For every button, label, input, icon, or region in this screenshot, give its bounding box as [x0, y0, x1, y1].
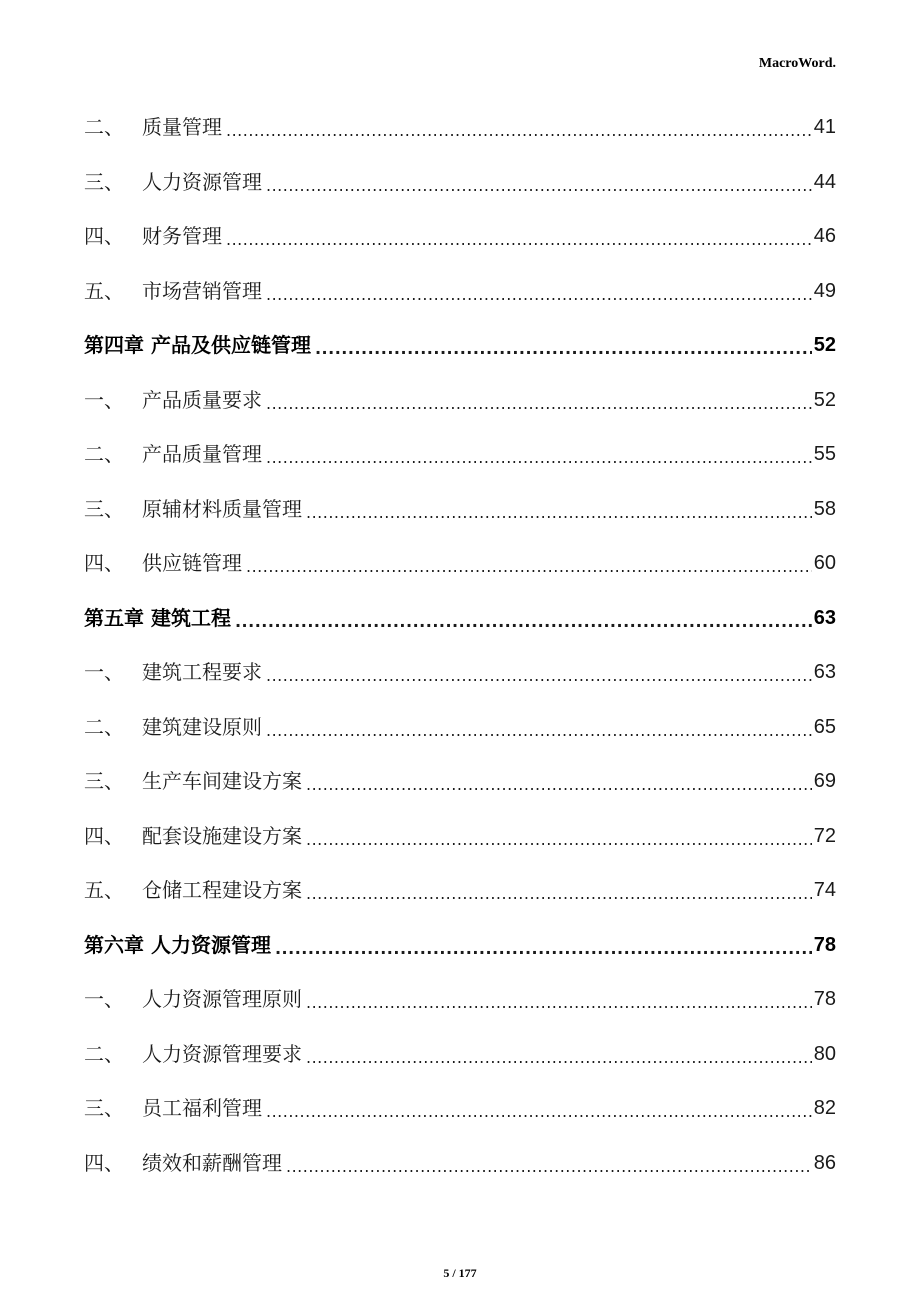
- toc-entry-number: 二、: [84, 714, 124, 739]
- toc-entry[interactable]: [84, 112, 836, 142]
- toc-dot-leader: [226, 112, 812, 142]
- toc-entry[interactable]: [84, 494, 836, 524]
- toc-entry-number: 二、: [84, 1041, 124, 1066]
- toc-dot-leader: [266, 1093, 812, 1123]
- toc-entry[interactable]: [84, 1093, 836, 1123]
- toc-entry[interactable]: [84, 221, 836, 251]
- toc-dot-leader: [306, 1039, 812, 1069]
- toc-entry-title: 生产车间建设方案: [142, 769, 302, 793]
- toc-dot-leader: [266, 385, 812, 415]
- toc-entry-page: 82: [813, 1097, 836, 1119]
- toc-dot-leader: [266, 439, 812, 469]
- toc-entry-number: 一、: [84, 387, 124, 412]
- toc-entry[interactable]: [84, 984, 836, 1014]
- toc-entry-title: 员工福利管理: [142, 1096, 262, 1120]
- toc-entry-number: 一、: [84, 660, 124, 684]
- toc-entry-page: 55: [813, 443, 836, 465]
- toc-entry-page: 80: [813, 1042, 836, 1065]
- toc-entry[interactable]: [84, 1039, 836, 1069]
- toc-dot-leader: [246, 548, 812, 578]
- toc-entry[interactable]: [84, 766, 836, 796]
- toc-chapter-entry[interactable]: [84, 930, 836, 960]
- toc-entry-title: 产品质量管理: [142, 442, 262, 466]
- toc-entry-title: 建筑建设原则: [142, 714, 262, 739]
- toc-entry[interactable]: [84, 657, 836, 687]
- toc-dot-leader: [315, 330, 812, 360]
- toc-entry-page: 60: [813, 552, 836, 574]
- toc-entry-number: 二、: [84, 115, 124, 139]
- toc-entry-title: 第五章 建筑工程: [84, 605, 231, 630]
- toc-entry-page: 72: [813, 824, 836, 847]
- toc-entry-number: 四、: [84, 1150, 124, 1175]
- toc-entry-page: 78: [813, 988, 836, 1010]
- toc-entry-page: 52: [813, 388, 836, 411]
- toc-entry-page: 52: [813, 334, 836, 356]
- toc-entry-title: 人力资源管理要求: [142, 1041, 302, 1066]
- toc-entry-page: 78: [813, 933, 836, 956]
- toc-entry-page: 49: [813, 279, 836, 302]
- toc-entry-page: 41: [813, 116, 836, 138]
- toc-entry[interactable]: [84, 439, 836, 469]
- toc-entry-title: 质量管理: [142, 115, 222, 139]
- toc-entry-number: 一、: [84, 987, 124, 1011]
- toc-entry-number: 四、: [84, 823, 124, 848]
- toc-dot-leader: [266, 712, 812, 742]
- toc-entry-title: 人力资源管理: [142, 169, 262, 194]
- toc-entry-number: 二、: [84, 442, 124, 466]
- toc-entry-page: 44: [813, 170, 836, 193]
- toc-entry[interactable]: [84, 821, 836, 851]
- toc-entry-page: 63: [813, 606, 836, 629]
- toc-entry-title: 产品质量要求: [142, 387, 262, 412]
- toc-entry-title: 财务管理: [142, 224, 222, 248]
- toc-entry-title: 人力资源管理原则: [142, 987, 302, 1011]
- toc-entry-title: 市场营销管理: [142, 278, 262, 303]
- toc-entry[interactable]: [84, 875, 836, 905]
- toc-entry-title: 第六章 人力资源管理: [84, 932, 271, 957]
- toc-entry[interactable]: [84, 167, 836, 197]
- toc-dot-leader: [226, 221, 812, 251]
- toc-dot-leader: [306, 766, 812, 796]
- toc-entry-number: 三、: [84, 169, 124, 194]
- toc-dot-leader: [235, 603, 812, 633]
- toc-dot-leader: [306, 984, 812, 1014]
- page-indicator: 5 / 177: [443, 1266, 477, 1280]
- toc-entry-title: 配套设施建设方案: [142, 823, 302, 848]
- toc-chapter-entry[interactable]: [84, 330, 836, 360]
- toc-entry-number: 五、: [84, 878, 124, 902]
- toc-entry[interactable]: [84, 712, 836, 742]
- toc-entry-number: 三、: [84, 496, 124, 521]
- toc-chapter-entry[interactable]: [84, 603, 836, 633]
- toc-entry-title: 建筑工程要求: [142, 660, 262, 684]
- toc-entry-page: 86: [813, 1151, 836, 1174]
- toc-entry-page: 69: [813, 770, 836, 792]
- toc-entry[interactable]: [84, 385, 836, 415]
- header-brand: MacroWord.: [758, 56, 836, 71]
- toc-dot-leader: [286, 1148, 812, 1178]
- toc-entry-title: 第四章 产品及供应链管理: [84, 333, 311, 357]
- toc-dot-leader: [266, 657, 812, 687]
- toc-entry-page: 65: [813, 715, 836, 738]
- toc-entry-title: 仓储工程建设方案: [142, 878, 302, 902]
- toc-entry-title: 绩效和薪酬管理: [142, 1150, 282, 1175]
- toc-dot-leader: [306, 875, 812, 905]
- toc-entry-title: 供应链管理: [142, 551, 242, 575]
- toc-entry-number: 三、: [84, 769, 124, 793]
- toc-dot-leader: [306, 494, 812, 524]
- toc-entry-page: 58: [813, 497, 836, 520]
- toc-entry-number: 四、: [84, 224, 124, 248]
- toc-entry[interactable]: [84, 276, 836, 306]
- toc-entry[interactable]: [84, 548, 836, 578]
- toc-entry-number: 三、: [84, 1096, 124, 1120]
- toc-entry-page: 63: [813, 661, 836, 683]
- toc-entry-page: 46: [813, 225, 836, 247]
- toc-entry-number: 五、: [84, 278, 124, 303]
- toc-dot-leader: [266, 276, 812, 306]
- toc-dot-leader: [275, 930, 812, 960]
- toc-entry[interactable]: [84, 1148, 836, 1178]
- toc-entry-title: 原辅材料质量管理: [142, 496, 302, 521]
- toc-entry-page: 74: [813, 879, 836, 901]
- toc-entry-number: 四、: [84, 551, 124, 575]
- toc-dot-leader: [266, 167, 812, 197]
- toc-dot-leader: [306, 821, 812, 851]
